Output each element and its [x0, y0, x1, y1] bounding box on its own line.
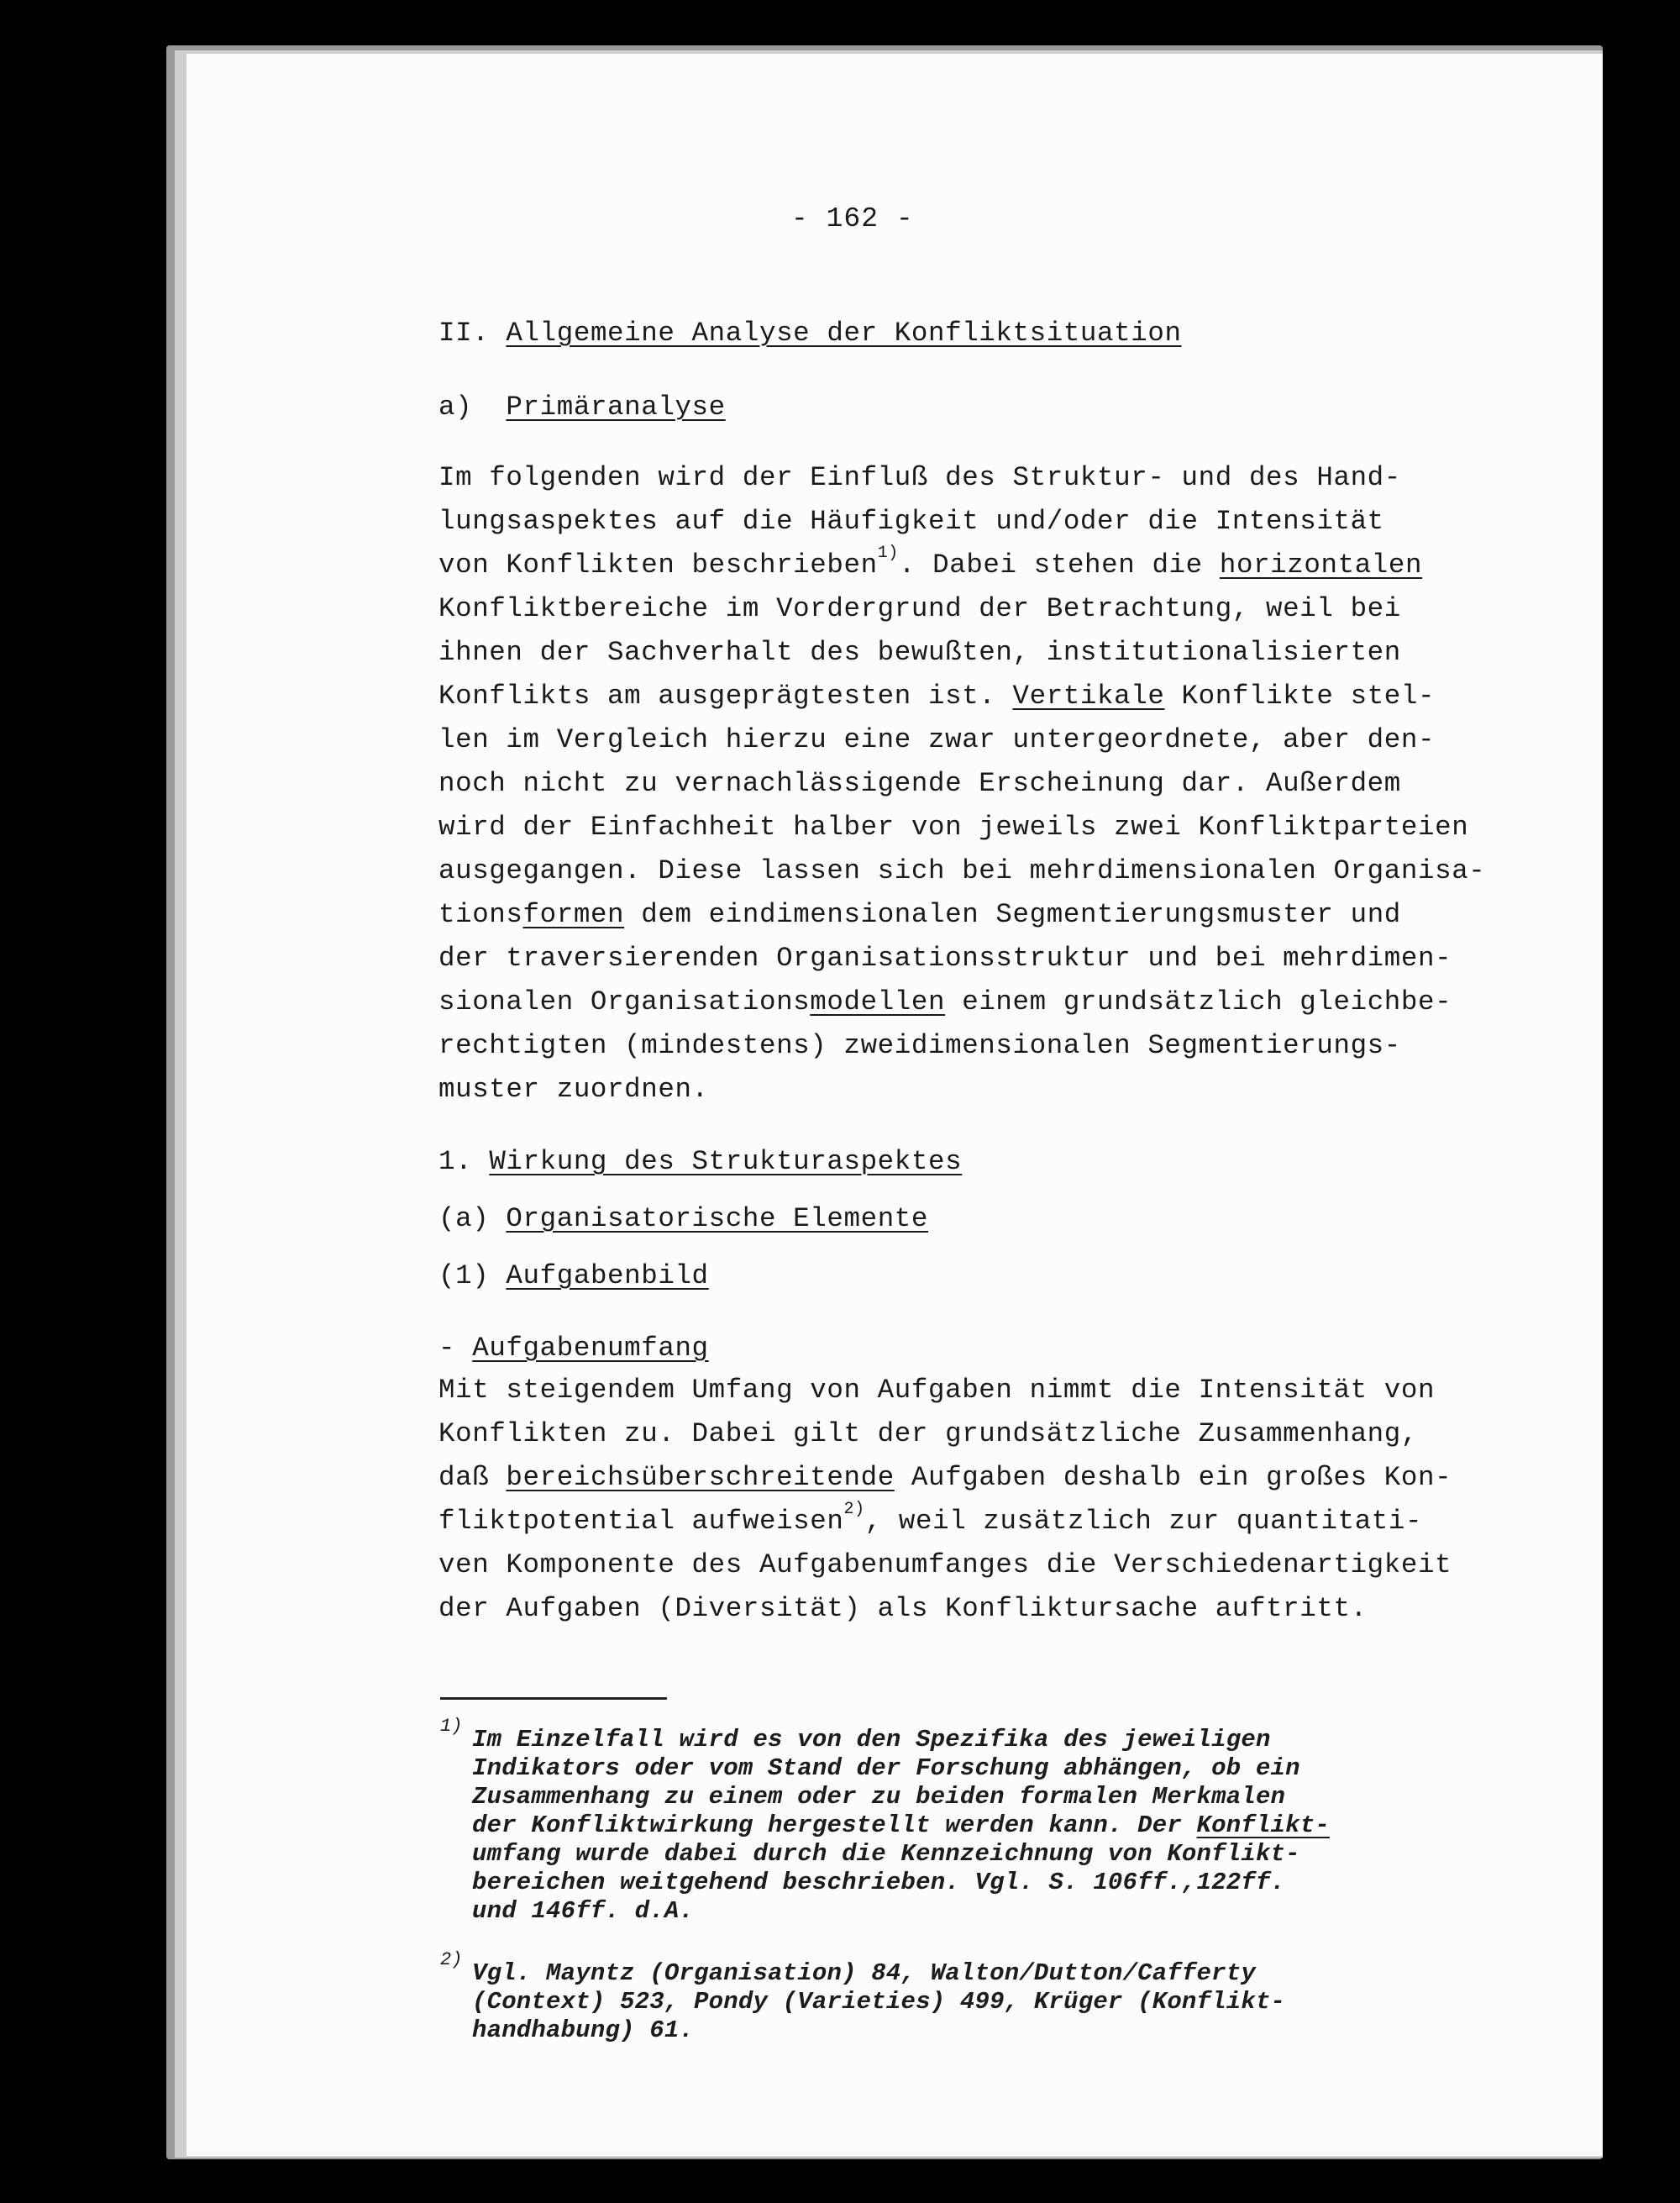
main-heading-prefix: II. [438, 318, 507, 349]
body-line [438, 1462, 1452, 1493]
underlined-term: horizontalen [1219, 549, 1423, 581]
main-heading-title: Allgemeine Analyse der Konfliktsituation [506, 318, 1182, 349]
footnote-line: umfang wurde dabei durch die Kennzeichnung von Konflikt- [472, 1840, 1300, 1868]
paper-sheet [186, 54, 1603, 2156]
sub-heading [438, 392, 726, 423]
footnote-line [472, 1811, 1330, 1839]
body-line: rechtigten (mindestens) zweidimensionalen Segmentierungs- [438, 1030, 1401, 1061]
section-prefix: 1. [438, 1146, 490, 1177]
footnote-line: bereichen weitgehend beschrieben. Vgl. S. 106ff.,122ff. [472, 1869, 1286, 1896]
underlined-term: Konflikt- [1196, 1811, 1330, 1839]
body-text: Aufgaben deshalb ein großes Kon- [894, 1462, 1452, 1493]
body-line: der Aufgaben (Diversität) als Konfliktursache auftritt. [438, 1593, 1368, 1624]
body-line [438, 681, 1435, 712]
body-text: sionalen Organisations [438, 986, 811, 1017]
body-text: Konflikts am ausgeprägtesten ist. [438, 681, 1013, 712]
body-text: fliktpotential aufweisen [438, 1506, 844, 1537]
typewritten-content [186, 54, 1603, 2156]
body-line [438, 899, 1401, 930]
body-line: wird der Einfachheit halber von jeweils zwei Konfliktparteien [438, 812, 1469, 843]
body-line: Konflikten zu. Dabei gilt der grundsätzliche Zusammenhang, [438, 1418, 1418, 1449]
body-line: ausgegangen. Diese lassen sich bei mehrdimensionalen Organisa- [438, 855, 1486, 886]
underlined-term: bereichsüberschreitende [506, 1462, 895, 1493]
body-text: dem eindimensionalen Segmentierungsmuster und [624, 899, 1401, 930]
body-text: einem grundsätzlich gleichbe- [945, 986, 1452, 1017]
footnote-mark: 1) [440, 1716, 463, 1737]
subsubsection-title: Aufgabenbild [506, 1260, 709, 1291]
section-title: Wirkung des Strukturaspektes [489, 1146, 963, 1177]
body-line: ven Komponente des Aufgabenumfanges die Verschiedenartigkeit [438, 1549, 1452, 1580]
body-text: . Dabei stehen die [898, 549, 1220, 581]
page-number: - 162 - [791, 203, 914, 234]
footnote-line: Zusammenhang zu einem oder zu beiden formalen Merkmalen [472, 1783, 1286, 1811]
body-line: noch nicht zu vernachlässigende Erscheinung dar. Außerdem [438, 768, 1401, 799]
footnote-line: Im Einzelfall wird es von den Spezifika des jeweiligen [472, 1726, 1271, 1753]
footnote-line: handhabung) 61. [472, 2016, 695, 2044]
main-heading [438, 318, 1182, 349]
body-line: Mit steigendem Umfang von Aufgaben nimmt die Intensität von [438, 1375, 1436, 1406]
body-line [438, 544, 1423, 581]
body-line: muster zuordnen. [438, 1074, 709, 1105]
footnote-ref: 2) [843, 1500, 865, 1519]
section-heading [438, 1146, 962, 1177]
body-line: lungsaspektes auf die Häufigkeit und/oder die Intensität [438, 506, 1384, 537]
footnote-line: (Context) 523, Pondy (Varieties) 499, Krüger (Konflikt- [472, 1988, 1286, 2016]
footnote-line: und 146ff. d.A. [472, 1897, 695, 1925]
item-title: Aufgabenumfang [472, 1333, 709, 1364]
subsubsection-prefix: (1) [438, 1260, 507, 1291]
underlined-term: formen [522, 899, 625, 930]
footnote-mark: 2) [440, 1949, 463, 1970]
body-line: Im folgenden wird der Einfluß des Struktur- und des Hand- [438, 462, 1401, 493]
item-prefix: - [438, 1333, 473, 1364]
subsection-heading [438, 1203, 928, 1234]
underlined-term: modellen [810, 986, 946, 1017]
footnote-line: Vgl. Mayntz (Organisation) 84, Walton/Dutton/Cafferty [472, 1959, 1256, 1987]
body-line: ihnen der Sachverhalt des bewußten, institutionalisierten [438, 637, 1401, 668]
footnote-ref: 1) [877, 544, 899, 563]
body-text: von Konflikten beschrieben [438, 549, 878, 581]
body-line [438, 1500, 1423, 1537]
body-text: tions [438, 899, 523, 930]
body-text: , weil zusätzlich zur quantitati- [864, 1506, 1423, 1537]
body-text: Konflikte stel- [1164, 681, 1436, 712]
underlined-term: Vertikale [1012, 681, 1165, 712]
body-line: Konfliktbereiche im Vordergrund der Betrachtung, weil bei [438, 593, 1401, 624]
subsection-title: Organisatorische Elemente [506, 1203, 929, 1234]
sub-heading-title: Primäranalyse [506, 392, 726, 423]
body-line [438, 986, 1452, 1017]
body-line: der traversierenden Organisationsstruktur und bei mehrdimen- [438, 943, 1452, 974]
subsection-prefix: (a) [438, 1203, 507, 1234]
body-text: daß [438, 1462, 507, 1493]
body-line: len im Vergleich hierzu eine zwar untergeordnete, aber den- [438, 724, 1436, 755]
footnote-separator [440, 1697, 667, 1700]
sub-heading-prefix: a) [438, 392, 507, 423]
footnote-line: Indikators oder vom Stand der Forschung abhängen, ob ein [472, 1754, 1300, 1782]
subsubsection-heading [438, 1260, 709, 1291]
item-heading [438, 1333, 709, 1364]
footnote-text: der Konfliktwirkung hergestellt werden kann. Der [472, 1811, 1197, 1839]
